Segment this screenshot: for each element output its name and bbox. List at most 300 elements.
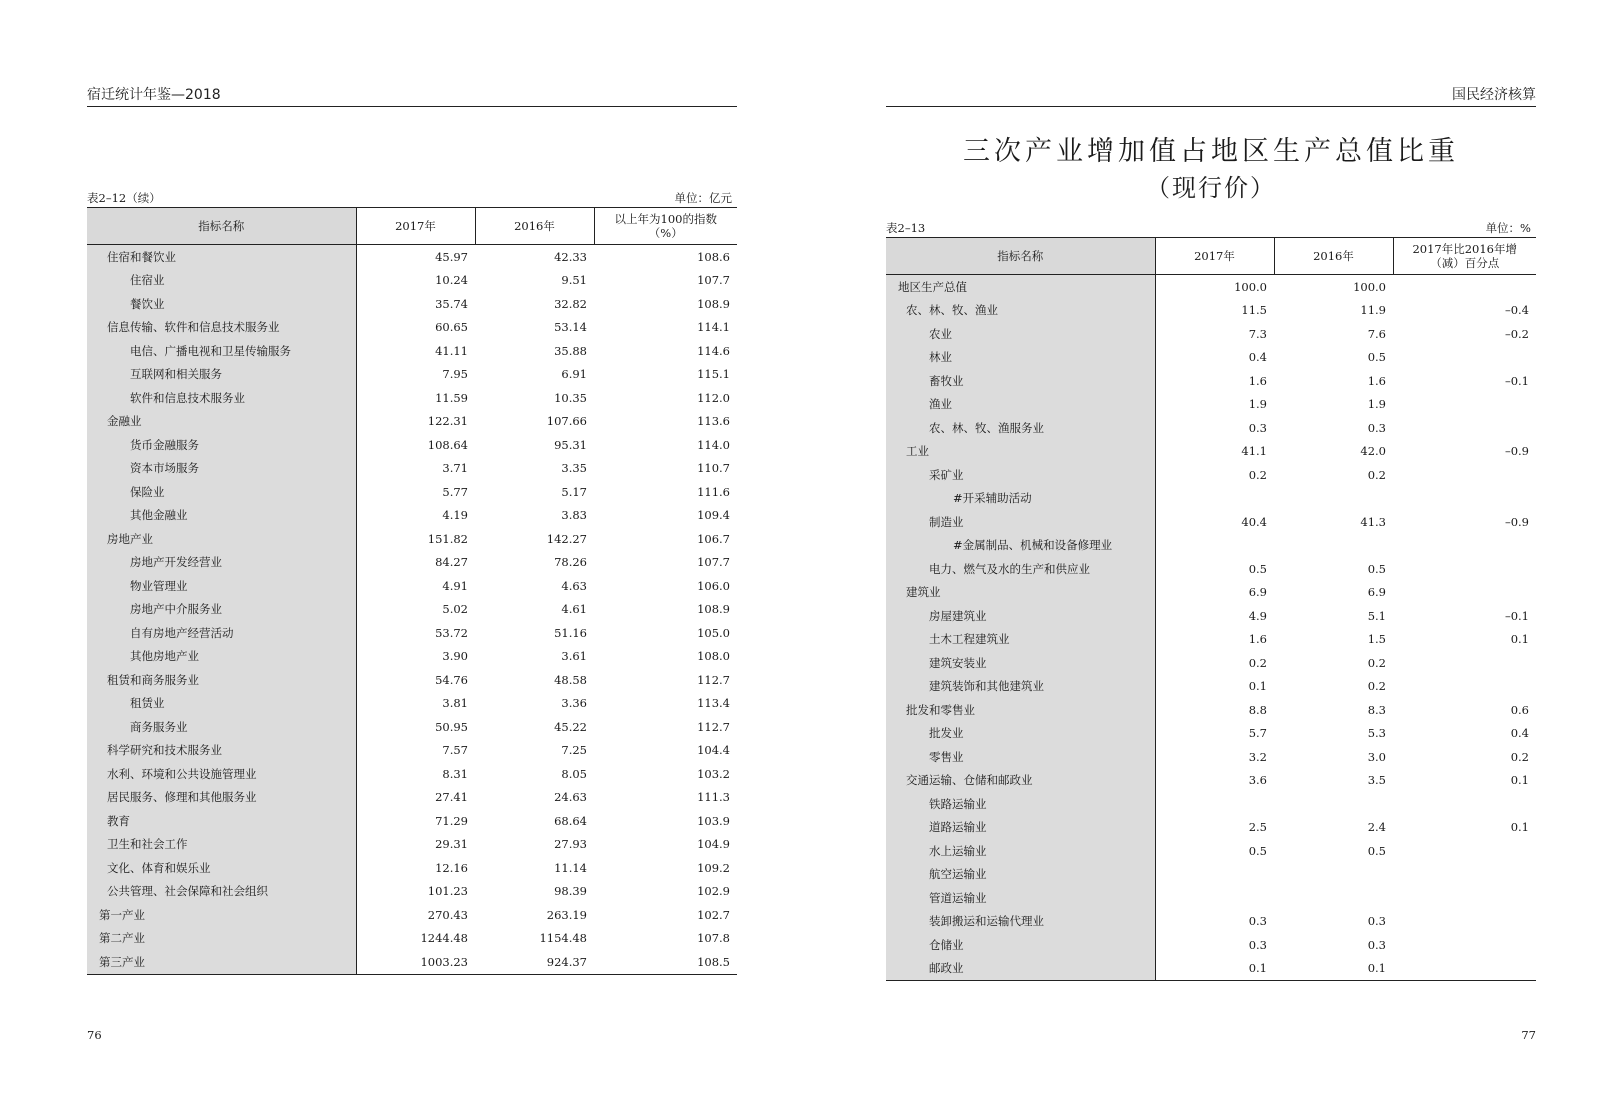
table-row [886, 839, 1536, 863]
value-2017-cell: 71.29 [435, 813, 468, 828]
table-row [886, 510, 1536, 534]
change-cell: –0.1 [1504, 373, 1529, 388]
index-cell: 102.9 [697, 884, 730, 899]
value-2017-cell: 0.3 [1248, 420, 1267, 435]
table-row [886, 910, 1536, 934]
index-cell: 110.7 [697, 461, 730, 476]
index-cell: 106.7 [697, 531, 730, 546]
value-2016-cell: 0.3 [1367, 914, 1386, 929]
row-name-cell: 航空运输业 [886, 863, 1155, 887]
change-cell: 0.4 [1510, 726, 1529, 741]
table-subtitle: （现行价） [1146, 174, 1276, 202]
value-2016-cell: 0.5 [1367, 561, 1386, 576]
value-2016-cell: 45.22 [554, 719, 587, 734]
running-head-left [87, 84, 737, 107]
change-cell [1393, 557, 1536, 581]
row-name-cell: 信息传输、软件和信息技术服务业 [87, 316, 356, 340]
row-name-cell: 批发和零售业 [886, 698, 1155, 722]
change-cell: –0.1 [1504, 608, 1529, 623]
row-name-cell: 地区生产总值 [886, 275, 1155, 299]
value-2016-cell: 68.64 [554, 813, 587, 828]
value-2016-cell: 5.3 [1367, 726, 1386, 741]
table-row [87, 292, 737, 316]
table-row [886, 816, 1536, 840]
table-row [87, 245, 737, 269]
row-name-cell: 渔业 [886, 393, 1155, 417]
table-title: 三次产业增加值占地区生产总值比重 [963, 136, 1459, 167]
value-2016-cell: 4.63 [561, 578, 587, 593]
change-cell [1393, 792, 1536, 816]
value-2016-cell [1274, 863, 1393, 887]
value-2016-cell: 0.2 [1367, 655, 1386, 670]
value-2016-cell: 98.39 [554, 884, 587, 899]
table-body [886, 275, 1536, 981]
row-name-cell: 居民服务、修理和其他服务业 [87, 786, 356, 810]
value-2016-cell: 2.4 [1367, 820, 1386, 835]
table-row [87, 668, 737, 692]
running-head-text: 国民经济核算 [1452, 87, 1536, 103]
value-2017-cell: 50.95 [435, 719, 468, 734]
header-2017: 2017年 [356, 208, 475, 245]
value-2016-cell: 0.1 [1274, 957, 1393, 981]
index-cell: 112.0 [697, 390, 730, 405]
value-2016-cell: 32.82 [554, 296, 587, 311]
row-name-cell: 建筑业 [886, 581, 1155, 605]
value-2017-cell: 45.97 [435, 249, 468, 264]
value-2017-cell: 1.9 [1248, 397, 1267, 412]
row-name-cell: 物业管理业 [87, 574, 356, 598]
table-row [87, 339, 737, 363]
row-name-cell: 零售业 [886, 745, 1155, 769]
row-name-cell: 建筑装饰和其他建筑业 [886, 675, 1155, 699]
value-2016-cell: 3.5 [1367, 773, 1386, 788]
index-cell: 114.1 [697, 320, 730, 335]
value-2016-cell: 1.5 [1367, 632, 1386, 647]
row-name-cell: 房屋建筑业 [886, 604, 1155, 628]
index-cell: 104.9 [697, 837, 730, 852]
value-2017-cell: 12.16 [435, 860, 468, 875]
value-2017-cell: 151.82 [427, 531, 468, 546]
table-row [87, 269, 737, 293]
value-2016-cell: 9.51 [561, 273, 587, 288]
table-header-row [87, 208, 737, 245]
index-cell: 112.7 [697, 719, 730, 734]
value-2016-cell [1274, 792, 1393, 816]
value-2016-cell: 6.91 [561, 367, 587, 382]
row-name-cell: 教育 [87, 809, 356, 833]
header-2016: 2016年 [1274, 238, 1393, 275]
table-label: 表2–12（续） [87, 191, 161, 205]
right-page [886, 0, 1536, 1099]
value-2016-cell: 142.27 [546, 531, 587, 546]
table-body [87, 245, 737, 975]
unit-label: 单位：% [1485, 221, 1531, 235]
value-2016-cell: 51.16 [554, 625, 587, 640]
value-2016-cell: 48.58 [554, 672, 587, 687]
table-row [87, 433, 737, 457]
value-2016-cell: 1154.48 [539, 931, 587, 946]
table-row [886, 322, 1536, 346]
index-cell: 113.6 [697, 414, 730, 429]
row-name-cell: 房地产开发经营业 [87, 551, 356, 575]
row-name-cell: 农、林、牧、渔服务业 [886, 416, 1155, 440]
row-name-cell: 货币金融服务 [87, 433, 356, 457]
row-name-cell: 农、林、牧、渔业 [886, 299, 1155, 323]
change-cell: 0.6 [1510, 702, 1529, 717]
table-row [886, 675, 1536, 699]
table-row [886, 440, 1536, 464]
industry-share-table [886, 237, 1536, 981]
row-name-cell: 房地产业 [87, 527, 356, 551]
value-2016-cell: 100.0 [1353, 279, 1386, 294]
row-name-cell: 管道运输业 [886, 886, 1155, 910]
table-row [886, 463, 1536, 487]
table-label: 表2–13 [886, 221, 926, 235]
value-2016-cell: 8.05 [561, 766, 587, 781]
row-name-cell: 批发业 [886, 722, 1155, 746]
table-row [87, 880, 737, 904]
value-2016-cell: 924.37 [475, 950, 594, 974]
row-name-cell: 装卸搬运和运输代理业 [886, 910, 1155, 934]
row-name-cell: 水上运输业 [886, 839, 1155, 863]
value-2017-cell: 8.8 [1248, 702, 1267, 717]
value-2017-cell: 10.24 [435, 273, 468, 288]
index-cell: 109.2 [697, 860, 730, 875]
row-name-cell: 文化、体育和娱乐业 [87, 856, 356, 880]
row-name-cell: 保险业 [87, 480, 356, 504]
row-name-cell: 其他金融业 [87, 504, 356, 528]
value-2016-cell: 42.33 [554, 249, 587, 264]
page-number: 76 [87, 1028, 102, 1042]
row-name-cell: 商务服务业 [87, 715, 356, 739]
value-2016-cell: 95.31 [554, 437, 587, 452]
value-2016-cell: 3.35 [561, 461, 587, 476]
table-row [87, 739, 737, 763]
header-change: 2017年比2016年增 （减）百分点 [1393, 238, 1536, 275]
value-2017-cell: 11.59 [435, 390, 468, 405]
value-2017-cell: 4.91 [442, 578, 468, 593]
index-cell: 103.2 [697, 766, 730, 781]
value-2017-cell: 5.7 [1248, 726, 1267, 741]
index-cell: 111.3 [697, 790, 730, 805]
value-2016-cell: 11.14 [554, 860, 587, 875]
header-indicator-name: 指标名称 [886, 238, 1155, 275]
row-name-cell: 邮政业 [886, 957, 1155, 981]
index-cell: 109.4 [697, 508, 730, 523]
change-cell [1393, 581, 1536, 605]
table-row [87, 645, 737, 669]
row-name-cell: 餐饮业 [87, 292, 356, 316]
value-2017-cell: 0.1 [1155, 957, 1274, 981]
value-2016-cell: 107.66 [546, 414, 587, 429]
value-2016-cell: 0.2 [1367, 467, 1386, 482]
index-cell: 105.0 [697, 625, 730, 640]
row-name-cell: 科学研究和技术服务业 [87, 739, 356, 763]
row-name-cell: 电力、燃气及水的生产和供应业 [886, 557, 1155, 581]
header-indicator-name: 指标名称 [87, 208, 356, 245]
value-2017-cell: 122.31 [427, 414, 468, 429]
value-2016-cell: 24.63 [554, 790, 587, 805]
index-cell: 114.0 [697, 437, 730, 452]
value-2017-cell [1155, 886, 1274, 910]
index-cell: 112.7 [697, 672, 730, 687]
value-2016-cell: 3.0 [1367, 749, 1386, 764]
row-name-cell: 工业 [886, 440, 1155, 464]
change-cell: 0.2 [1510, 749, 1529, 764]
change-cell [1393, 463, 1536, 487]
row-name-cell: 金融业 [87, 410, 356, 434]
index-cell: 107.7 [697, 273, 730, 288]
row-name-cell: 租赁和商务服务业 [87, 668, 356, 692]
value-2016-cell: 5.1 [1367, 608, 1386, 623]
change-cell: –0.9 [1504, 444, 1529, 459]
value-2017-cell: 7.57 [442, 743, 468, 758]
value-2017-cell: 0.1 [1248, 679, 1267, 694]
value-2017-cell: 7.3 [1248, 326, 1267, 341]
index-cell: 113.4 [697, 696, 730, 711]
value-2017-cell: 1.6 [1248, 373, 1267, 388]
row-name-cell: 公共管理、社会保障和社会组织 [87, 880, 356, 904]
value-2016-cell: 4.61 [561, 602, 587, 617]
row-name-cell: 电信、广播电视和卫星传输服务 [87, 339, 356, 363]
value-2016-cell: 41.3 [1360, 514, 1386, 529]
table-row [87, 410, 737, 434]
value-2016-cell: 5.17 [561, 484, 587, 499]
value-2017-cell: 0.4 [1248, 350, 1267, 365]
table-row [886, 604, 1536, 628]
value-2016-cell: 8.3 [1367, 702, 1386, 717]
value-2016-cell: 53.14 [554, 320, 587, 335]
value-2016-cell: 3.83 [561, 508, 587, 523]
value-2017-cell: 1244.48 [420, 931, 468, 946]
change-cell [1393, 863, 1536, 887]
change-cell [1393, 393, 1536, 417]
table-caption-row [87, 186, 737, 206]
value-2017-cell: 1003.23 [356, 950, 475, 974]
value-2016-cell: 3.36 [561, 696, 587, 711]
value-2017-cell: 270.43 [427, 907, 468, 922]
value-2016-cell: 0.5 [1367, 350, 1386, 365]
header-2016: 2016年 [475, 208, 594, 245]
value-2016-cell [1274, 487, 1393, 511]
index-cell: 111.6 [697, 484, 730, 499]
value-2017-cell: 6.9 [1248, 585, 1267, 600]
table-row [87, 903, 737, 927]
value-2016-cell: 263.19 [546, 907, 587, 922]
change-cell [1393, 487, 1536, 511]
table-row [886, 745, 1536, 769]
value-2017-cell [1155, 863, 1274, 887]
row-name-cell: 农业 [886, 322, 1155, 346]
value-2017-cell: 3.71 [442, 461, 468, 476]
index-cell: 108.5 [594, 950, 737, 974]
value-2017-cell: 0.3 [1248, 914, 1267, 929]
value-2017-cell: 41.11 [435, 343, 468, 358]
value-2017-cell: 29.31 [435, 837, 468, 852]
value-2017-cell: 100.0 [1234, 279, 1267, 294]
table-row [87, 457, 737, 481]
value-2016-cell: 27.93 [554, 837, 587, 852]
value-2017-cell: 0.5 [1248, 843, 1267, 858]
table-row [886, 886, 1536, 910]
table-row [87, 598, 737, 622]
value-2017-cell: 0.2 [1248, 655, 1267, 670]
table-caption-row [886, 216, 1536, 236]
value-2016-cell: 78.26 [554, 555, 587, 570]
index-cell: 104.4 [697, 743, 730, 758]
value-2016-cell: 1.9 [1367, 397, 1386, 412]
index-cell: 108.0 [697, 649, 730, 664]
gdp-by-industry-table [87, 207, 737, 975]
value-2017-cell: 11.5 [1241, 303, 1267, 318]
table-row [886, 346, 1536, 370]
change-cell: 0.1 [1510, 820, 1529, 835]
row-name-cell: 房地产中介服务业 [87, 598, 356, 622]
value-2017-cell: 1.6 [1248, 632, 1267, 647]
table-row [886, 416, 1536, 440]
value-2017-cell: 3.6 [1248, 773, 1267, 788]
value-2016-cell: 1.6 [1367, 373, 1386, 388]
table-row [87, 715, 737, 739]
table-row [87, 527, 737, 551]
row-name-cell: 自有房地产经营活动 [87, 621, 356, 645]
row-name-cell: 仓储业 [886, 933, 1155, 957]
value-2016-cell: 7.6 [1367, 326, 1386, 341]
change-cell [1393, 839, 1536, 863]
index-cell: 114.6 [697, 343, 730, 358]
value-2017-cell: 40.4 [1241, 514, 1267, 529]
value-2017-cell: 7.95 [442, 367, 468, 382]
row-name-cell: 铁路运输业 [886, 792, 1155, 816]
value-2017-cell: 54.76 [435, 672, 468, 687]
row-name-cell: 第三产业 [87, 950, 356, 974]
table-row [886, 863, 1536, 887]
header-2017: 2017年 [1155, 238, 1274, 275]
header-index: 以上年为100的指数 （%） [594, 208, 737, 245]
value-2017-cell: 2.5 [1248, 820, 1267, 835]
value-2017-cell: 101.23 [427, 884, 468, 899]
index-cell: 102.7 [697, 907, 730, 922]
index-cell: 108.9 [697, 296, 730, 311]
table-row [886, 792, 1536, 816]
value-2016-cell: 7.25 [561, 743, 587, 758]
row-name-cell: 畜牧业 [886, 369, 1155, 393]
table-row [87, 762, 737, 786]
change-cell [1393, 416, 1536, 440]
table-row [87, 574, 737, 598]
change-cell [1393, 886, 1536, 910]
row-name-cell: #开采辅助活动 [886, 487, 1155, 511]
running-head-right [886, 84, 1536, 107]
value-2016-cell: 35.88 [554, 343, 587, 358]
value-2016-cell: 0.2 [1367, 679, 1386, 694]
row-name-cell: 其他房地产业 [87, 645, 356, 669]
table-row [886, 275, 1536, 299]
value-2016-cell: 3.61 [561, 649, 587, 664]
value-2016-cell [1274, 534, 1393, 558]
table-row [87, 621, 737, 645]
index-cell: 103.9 [697, 813, 730, 828]
change-cell [1393, 910, 1536, 934]
table-row [886, 769, 1536, 793]
value-2016-cell: 42.0 [1360, 444, 1386, 459]
value-2017-cell: 0.2 [1248, 467, 1267, 482]
row-name-cell: 租赁业 [87, 692, 356, 716]
row-name-cell: 道路运输业 [886, 816, 1155, 840]
value-2017-cell: 108.64 [427, 437, 468, 452]
table-row [886, 628, 1536, 652]
row-name-cell: 土木工程建筑业 [886, 628, 1155, 652]
table-row [87, 950, 737, 974]
value-2016-cell: 10.35 [554, 390, 587, 405]
left-page [87, 0, 737, 1099]
table-row [886, 933, 1536, 957]
index-cell: 108.9 [697, 602, 730, 617]
change-cell: –0.4 [1504, 303, 1529, 318]
value-2017-cell: 4.19 [442, 508, 468, 523]
value-2017-cell [1155, 792, 1274, 816]
row-name-cell: 第一产业 [87, 903, 356, 927]
value-2017-cell: 3.81 [442, 696, 468, 711]
table-row [87, 927, 737, 951]
table-header-row [886, 238, 1536, 275]
row-name-cell: 互联网和相关服务 [87, 363, 356, 387]
value-2017-cell: 4.9 [1248, 608, 1267, 623]
value-2017-cell: 53.72 [435, 625, 468, 640]
row-name-cell: 林业 [886, 346, 1155, 370]
table-row [87, 692, 737, 716]
value-2016-cell: 0.3 [1367, 420, 1386, 435]
table-row [87, 363, 737, 387]
value-2016-cell: 0.5 [1367, 843, 1386, 858]
table-row [886, 698, 1536, 722]
value-2017-cell: 3.90 [442, 649, 468, 664]
change-cell: 0.1 [1510, 773, 1529, 788]
table-row [87, 386, 737, 410]
table-row [886, 393, 1536, 417]
table-row [886, 487, 1536, 511]
table-row [886, 722, 1536, 746]
value-2017-cell: 0.5 [1248, 561, 1267, 576]
change-cell: 0.1 [1510, 632, 1529, 647]
table-row [87, 551, 737, 575]
row-name-cell: 资本市场服务 [87, 457, 356, 481]
value-2016-cell: 6.9 [1367, 585, 1386, 600]
row-name-cell: 住宿业 [87, 269, 356, 293]
page-number: 77 [1521, 1028, 1536, 1042]
change-cell: –0.2 [1504, 326, 1529, 341]
table-row [87, 809, 737, 833]
row-name-cell: 第二产业 [87, 927, 356, 951]
running-head-text: 宿迁统计年鉴—2018 [87, 87, 221, 103]
value-2017-cell: 60.65 [435, 320, 468, 335]
value-2017-cell: 5.77 [442, 484, 468, 499]
row-name-cell: 卫生和社会工作 [87, 833, 356, 857]
change-cell [1393, 957, 1536, 981]
value-2016-cell [1274, 886, 1393, 910]
table-row [886, 957, 1536, 981]
value-2016-cell: 0.3 [1367, 937, 1386, 952]
table-row [87, 786, 737, 810]
index-cell: 106.0 [697, 578, 730, 593]
value-2017-cell: 8.31 [442, 766, 468, 781]
value-2017-cell: 5.02 [442, 602, 468, 617]
value-2016-cell: 11.9 [1360, 303, 1386, 318]
index-cell: 107.8 [697, 931, 730, 946]
table-row [87, 504, 737, 528]
row-name-cell: 水利、环境和公共设施管理业 [87, 762, 356, 786]
change-cell [1393, 275, 1536, 299]
